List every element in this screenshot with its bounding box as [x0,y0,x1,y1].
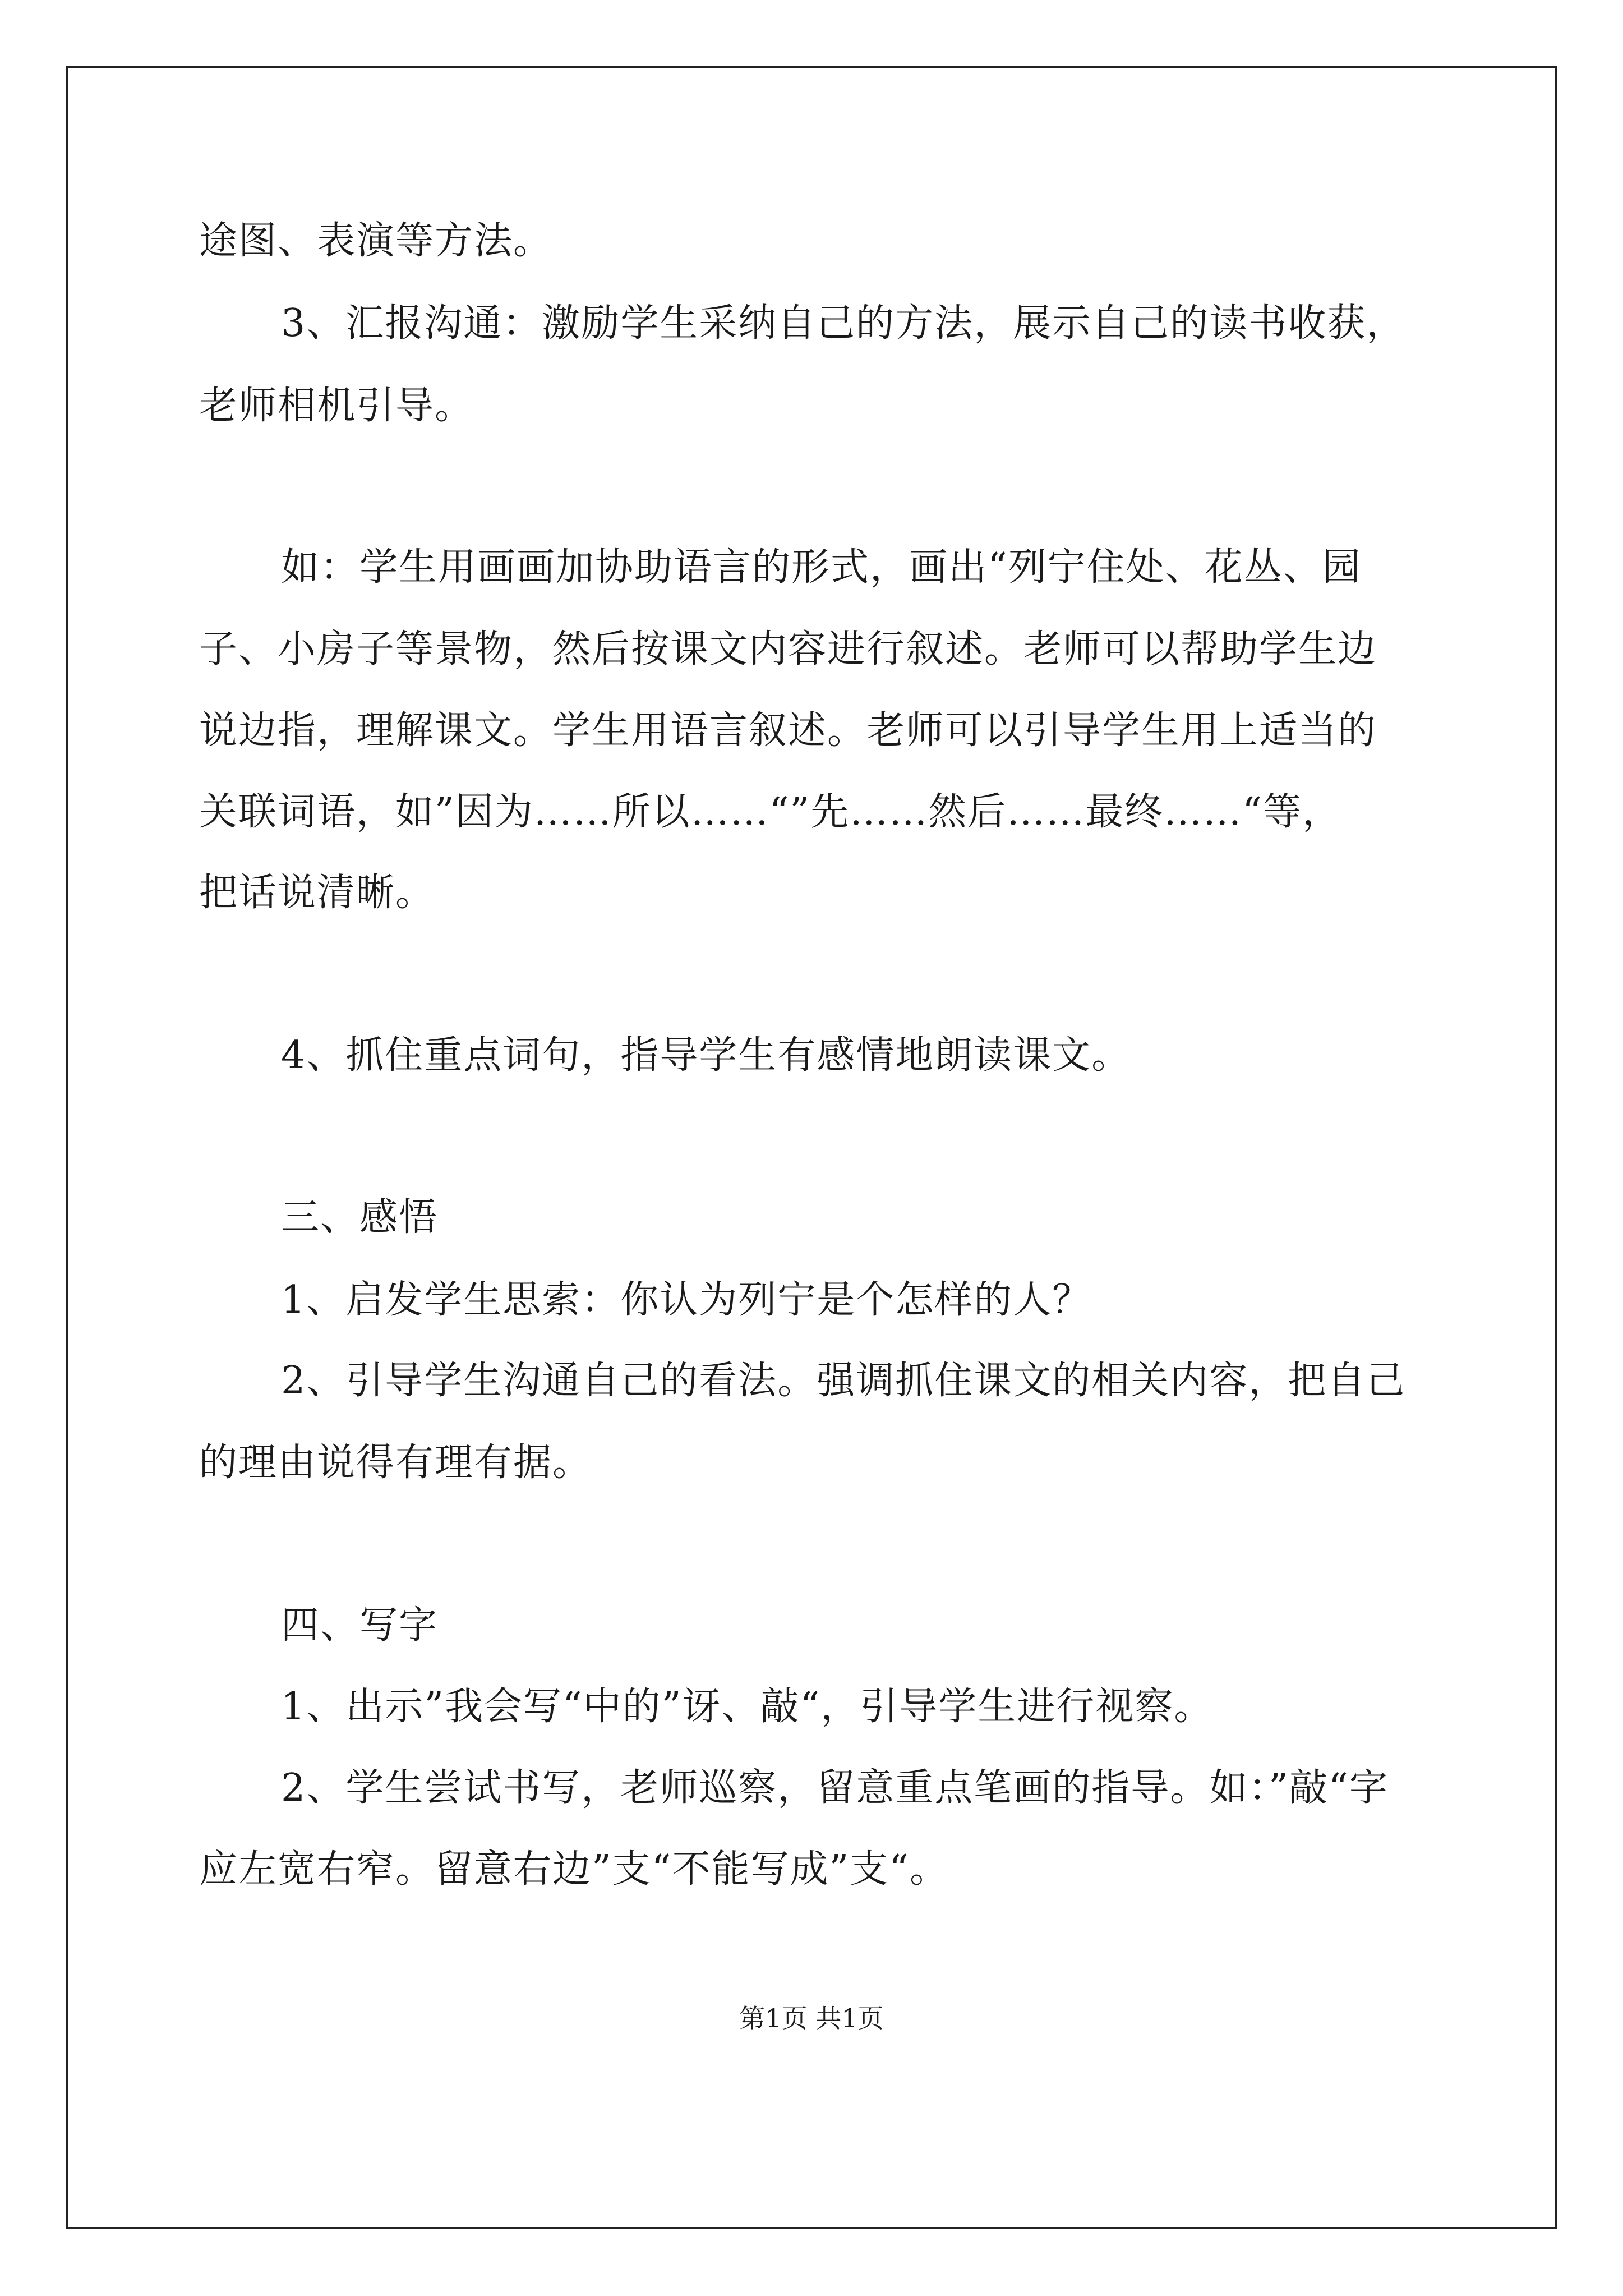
text-line: 如：学生用画画加协助语言的形式，画出“列宁住处、花丛、园 [281,545,1362,590]
text-line: 把话说清晰。 [199,871,435,915]
text-line: 2、学生尝试书写，老师巡察，留意重点笔画的指导。如：”敲“字 [281,1766,1389,1810]
text-line: 说边指，理解课文。学生用语言叙述。老师可以引导学生用上适当的 [199,708,1377,753]
text-line: 1、启发学生思索：你认为列宁是个怎样的人？ [281,1278,1092,1322]
section-heading: 四、写字 [281,1603,439,1648]
text-line: 关联词语，如”因为……所以……“”先……然后……最终……“等， [199,790,1342,834]
text-line: 的理由说得有理有据。 [199,1441,592,1485]
text-line: 2、引导学生沟通自己的看法。强调抓住课文的相关内容，把自己 [281,1359,1406,1403]
text-line: 途图、表演等方法。 [199,219,553,263]
text-line: 4、抓住重点词句，指导学生有感情地朗读课文。 [281,1033,1131,1078]
page-footer: 第1页 共1页 [739,2003,884,2033]
text-line: 老师相机引导。 [199,384,474,428]
text-line: 3、汇报沟通：激励学生采纳自己的方法，展示自己的读书收获， [281,301,1406,346]
text-line: 子、小房子等景物，然后按课文内容进行叙述。老师可以帮助学生边 [199,627,1377,671]
text-line: 应左宽右窄。留意右边”支“不能写成”支“。 [199,1847,949,1892]
text-line: 1、出示”我会写“中的”讶、敲“，引导学生进行视察。 [281,1685,1214,1729]
section-heading: 三、感悟 [281,1195,439,1240]
